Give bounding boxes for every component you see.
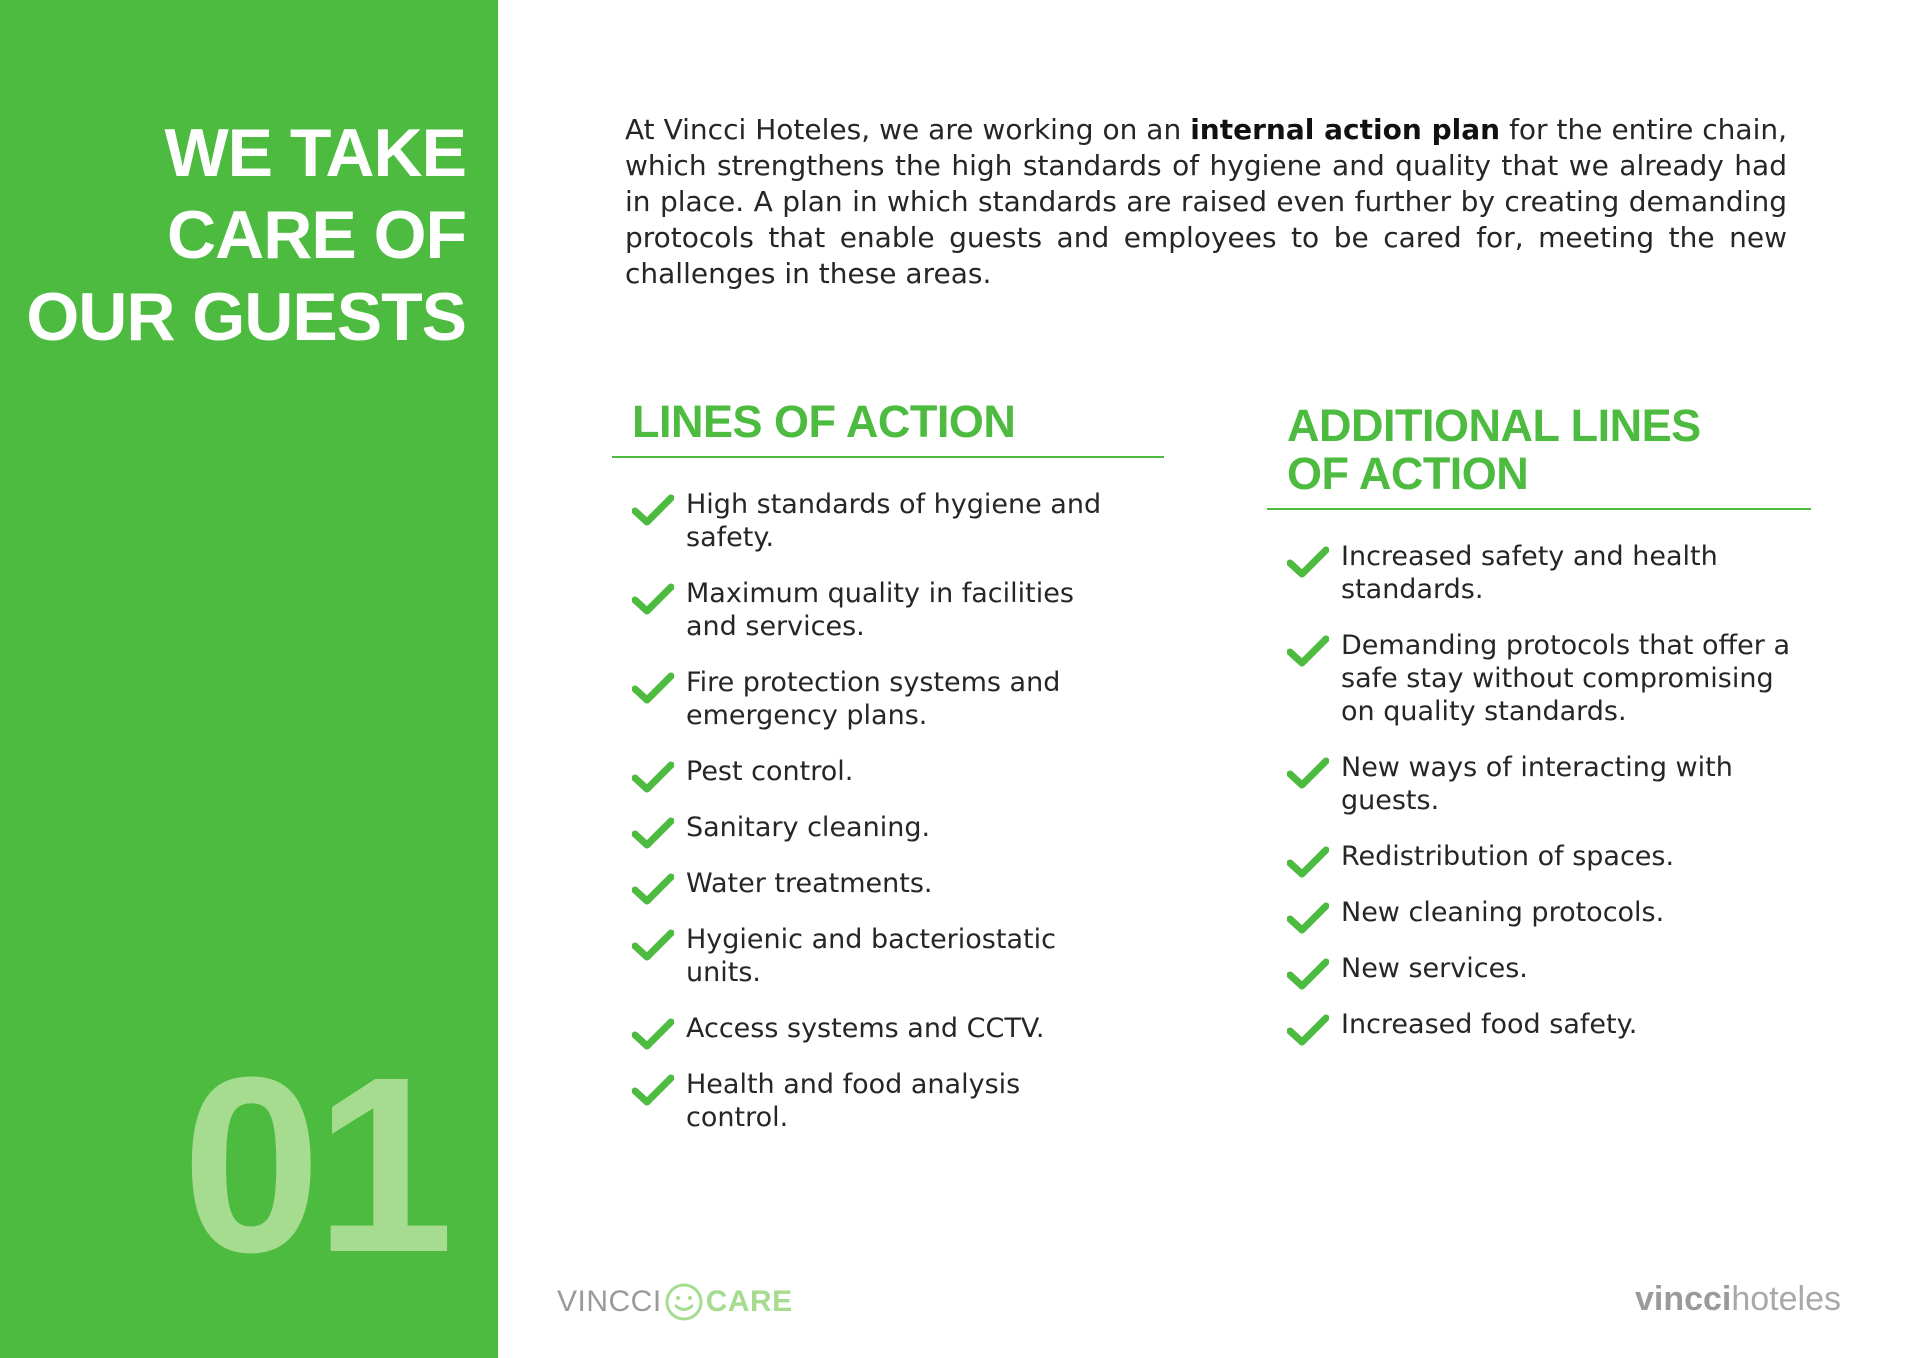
- check-icon: [632, 929, 674, 961]
- list-item-text: Increased safety and health standards.: [1341, 541, 1718, 605]
- list-item: [1287, 896, 1801, 929]
- intro-emphasis: internal action plan: [1190, 113, 1501, 146]
- list-item-text: Sanitary cleaning.: [686, 812, 931, 843]
- list-item-text: High standards of hygiene and safety.: [686, 489, 1102, 553]
- section-number: 01: [181, 1025, 448, 1304]
- title-line: WE TAKE: [164, 115, 466, 191]
- list-item: [1287, 629, 1801, 728]
- additional-lines-list: [1267, 540, 1811, 1041]
- check-icon: [632, 817, 674, 849]
- list-item: [1287, 952, 1801, 985]
- logo-text-vincci: vincci: [1634, 1280, 1732, 1318]
- list-item-text: Access systems and CCTV.: [686, 1013, 1045, 1044]
- title-line: OUR GUESTS: [26, 279, 466, 355]
- logo-text-vincci: VINCCI: [557, 1285, 662, 1318]
- check-icon: [632, 873, 674, 905]
- list-item-text: Maximum quality in facilities and services.: [686, 578, 1074, 642]
- list-item: [632, 1068, 1126, 1134]
- list-item: [632, 923, 1126, 989]
- list-item-text: Pest control.: [686, 756, 854, 787]
- vincci-hoteles-logo: [1635, 1280, 1841, 1319]
- check-icon: [1287, 846, 1329, 878]
- check-icon: [1287, 546, 1329, 578]
- list-item: [632, 1012, 1126, 1045]
- list-item: [632, 755, 1126, 788]
- list-item: [632, 577, 1126, 643]
- list-item-text: Health and food analysis control.: [686, 1069, 1021, 1133]
- check-icon: [632, 672, 674, 704]
- list-item: [632, 811, 1126, 844]
- check-icon: [1287, 1014, 1329, 1046]
- smiley-icon: [664, 1282, 704, 1322]
- check-icon: [1287, 635, 1329, 667]
- list-item: [1287, 540, 1801, 606]
- logo-text-care: CARE: [705, 1285, 793, 1318]
- list-item-text: Water treatments.: [686, 868, 933, 899]
- list-item-text: Hygienic and bacteriostatic units.: [686, 924, 1056, 988]
- logo-text-hoteles: hoteles: [1731, 1280, 1841, 1318]
- list-item: [632, 867, 1126, 900]
- lines-of-action-column: [612, 398, 1164, 1157]
- list-item: [632, 488, 1126, 554]
- list-item-text: Fire protection systems and emergency plans.: [686, 667, 1061, 731]
- intro-paragraph: [625, 112, 1787, 292]
- lines-of-action-list: [612, 488, 1164, 1134]
- page-title: [26, 112, 466, 358]
- list-item: [1287, 1008, 1801, 1041]
- check-icon: [1287, 757, 1329, 789]
- list-item-text: New cleaning protocols.: [1341, 897, 1665, 928]
- list-item: [1287, 751, 1801, 817]
- list-item: [1287, 840, 1801, 873]
- check-icon: [632, 1074, 674, 1106]
- check-icon: [632, 494, 674, 526]
- lines-of-action-heading: LINES OF ACTION: [612, 398, 1164, 458]
- heading-line: OF ACTION: [1287, 448, 1529, 499]
- list-item-text: Increased food safety.: [1341, 1009, 1638, 1040]
- additional-lines-heading: [1267, 402, 1811, 510]
- list-item-text: New ways of interacting with guests.: [1341, 752, 1733, 816]
- list-item-text: Redistribution of spaces.: [1341, 841, 1675, 872]
- heading-line: ADDITIONAL LINES: [1287, 400, 1701, 451]
- sidebar-panel: [0, 0, 498, 1358]
- check-icon: [632, 583, 674, 615]
- list-item: [632, 666, 1126, 732]
- check-icon: [632, 761, 674, 793]
- vincci-care-logo: [557, 1282, 793, 1322]
- check-icon: [1287, 958, 1329, 990]
- check-icon: [632, 1018, 674, 1050]
- intro-text-rest: for the entire chain, which strengthens the high standards of hygiene and quality that we already had in place. A plan in which standards are raised even further by creating demanding protocols that enable guests and employees to be cared for, meeting the new challenges in these areas.: [625, 113, 1788, 290]
- title-line: CARE OF: [167, 197, 466, 273]
- list-item-text: Demanding protocols that offer a safe stay without compromising on quality standards.: [1341, 630, 1790, 727]
- intro-text: At Vincci Hoteles, we are working on an: [625, 113, 1191, 146]
- additional-lines-column: [1267, 402, 1811, 1064]
- check-icon: [1287, 902, 1329, 934]
- list-item-text: New services.: [1341, 953, 1528, 984]
